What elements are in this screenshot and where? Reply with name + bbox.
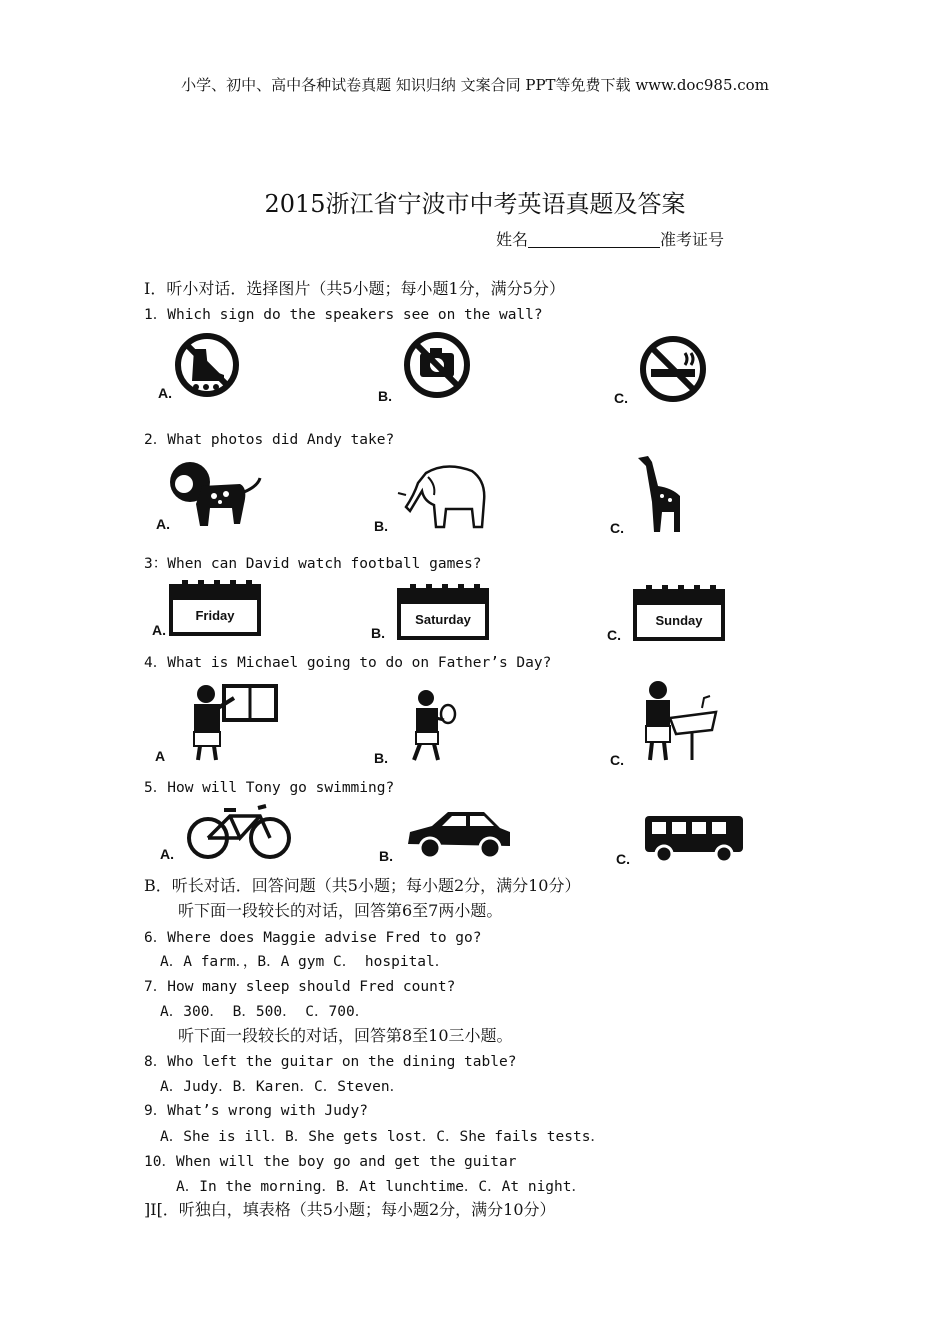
q2-label-a: A. bbox=[156, 516, 170, 532]
q3-option-b bbox=[396, 582, 490, 642]
q1-option-b bbox=[380, 325, 500, 407]
q5-label-a: A. bbox=[160, 846, 174, 862]
name-id-line bbox=[496, 227, 724, 250]
q1-option-c bbox=[615, 325, 735, 407]
q3-option-c bbox=[632, 583, 726, 643]
q3-label-b: B. bbox=[371, 625, 385, 641]
question-7: 7．How many sleep should Fred count? bbox=[144, 979, 456, 995]
instruction-q8-q10: 听下面一段较长的对话，回答第8至10三小题。 bbox=[178, 1026, 513, 1045]
question-6: 6．Where does Maggie advise Fred to go? bbox=[144, 930, 482, 946]
q1-label-c: C. bbox=[614, 390, 628, 406]
q5-option-a bbox=[186, 802, 294, 862]
question-8: 8．Who left the guitar on the dining table? bbox=[144, 1054, 517, 1070]
q5-label-b: B. bbox=[379, 848, 393, 864]
question-9-options: A．She is ill．B．She gets lost．C．She fails tests． bbox=[160, 1129, 605, 1145]
no-photos-icon bbox=[380, 325, 500, 407]
bus-icon bbox=[642, 812, 746, 864]
id-label: 准考证号 bbox=[660, 230, 725, 249]
q5-option-c bbox=[642, 812, 746, 864]
q2-label-c: C. bbox=[610, 520, 624, 536]
question-7-options: A．300． B．500． C．700． bbox=[160, 1004, 370, 1020]
q3-label-c: C. bbox=[607, 627, 621, 643]
name-blank bbox=[528, 231, 660, 248]
question-8-options: A．Judy．B．Karen．C．Steven． bbox=[160, 1079, 405, 1095]
question-3: 3：When can David watch football games? bbox=[144, 556, 482, 572]
calendar-day-friday: Friday bbox=[195, 608, 235, 623]
section-3-heading: ]I[．听独白，填表格（共5小题；每小题2分，满分10分） bbox=[144, 1200, 556, 1219]
question-10: 10．When will the boy go and get the guitar bbox=[144, 1154, 517, 1170]
question-4: 4．What is Michael going to do on Father’s Day? bbox=[144, 655, 552, 671]
q2-option-b bbox=[396, 455, 496, 535]
instruction-q6-q7: 听下面一段较长的对话，回答第6至7两小题。 bbox=[178, 901, 503, 920]
page-title: 2015浙江省宁波市中考英语真题及答案 bbox=[264, 190, 686, 218]
q4-label-c: C. bbox=[610, 752, 624, 768]
question-5: 5．How will Tony go swimming? bbox=[144, 780, 395, 796]
question-6-options: A．A farm．，B．A gym C． hospital． bbox=[160, 954, 450, 970]
question-2: 2．What photos did Andy take? bbox=[144, 432, 395, 448]
q4-label-b: B. bbox=[374, 750, 388, 766]
q4-option-c bbox=[632, 678, 728, 768]
q1-label-b: B. bbox=[378, 388, 392, 404]
q5-label-c: C. bbox=[616, 851, 630, 867]
question-10-options: A．In the morning．B．At lunchtime．C．At night． bbox=[176, 1179, 586, 1195]
page-header: 小学、初中、高中各种试卷真题 知识归纳 文案合同 PPT等免费下载 www.doc985.com bbox=[181, 76, 769, 94]
question-1: 1．Which sign do the speakers see on the wall? bbox=[144, 307, 543, 323]
name-label: 姓名 bbox=[496, 230, 529, 249]
question-9: 9．What’s wrong with Judy? bbox=[144, 1103, 369, 1119]
cleaning-window-icon bbox=[178, 680, 278, 766]
q1-label-a: A. bbox=[158, 385, 172, 401]
q2-option-c bbox=[632, 452, 692, 538]
q3-option-a bbox=[168, 578, 262, 638]
bicycle-icon bbox=[186, 802, 294, 862]
washing-dishes-icon bbox=[632, 678, 728, 768]
car-icon bbox=[404, 806, 514, 862]
section-1-heading: I．听小对话．选择图片（共5小题；每小题1分，满分5分） bbox=[144, 279, 565, 298]
no-smoking-icon bbox=[615, 325, 735, 407]
calendar-day-saturday: Saturday bbox=[415, 612, 471, 627]
q5-option-b bbox=[404, 806, 514, 862]
playing-tennis-icon bbox=[400, 688, 460, 766]
calendar-day-sunday: Sunday bbox=[655, 613, 703, 628]
q4-option-a bbox=[178, 680, 278, 766]
section-2-heading: B．听长对话．回答问题（共5小题；每小题2分，满分10分） bbox=[144, 876, 581, 895]
q4-option-b bbox=[400, 688, 460, 766]
elephant-icon bbox=[396, 455, 496, 535]
q3-label-a: A. bbox=[152, 622, 166, 638]
q2-label-b: B. bbox=[374, 518, 388, 534]
giraffe-icon bbox=[632, 452, 692, 538]
q4-label-a: A bbox=[155, 748, 166, 764]
